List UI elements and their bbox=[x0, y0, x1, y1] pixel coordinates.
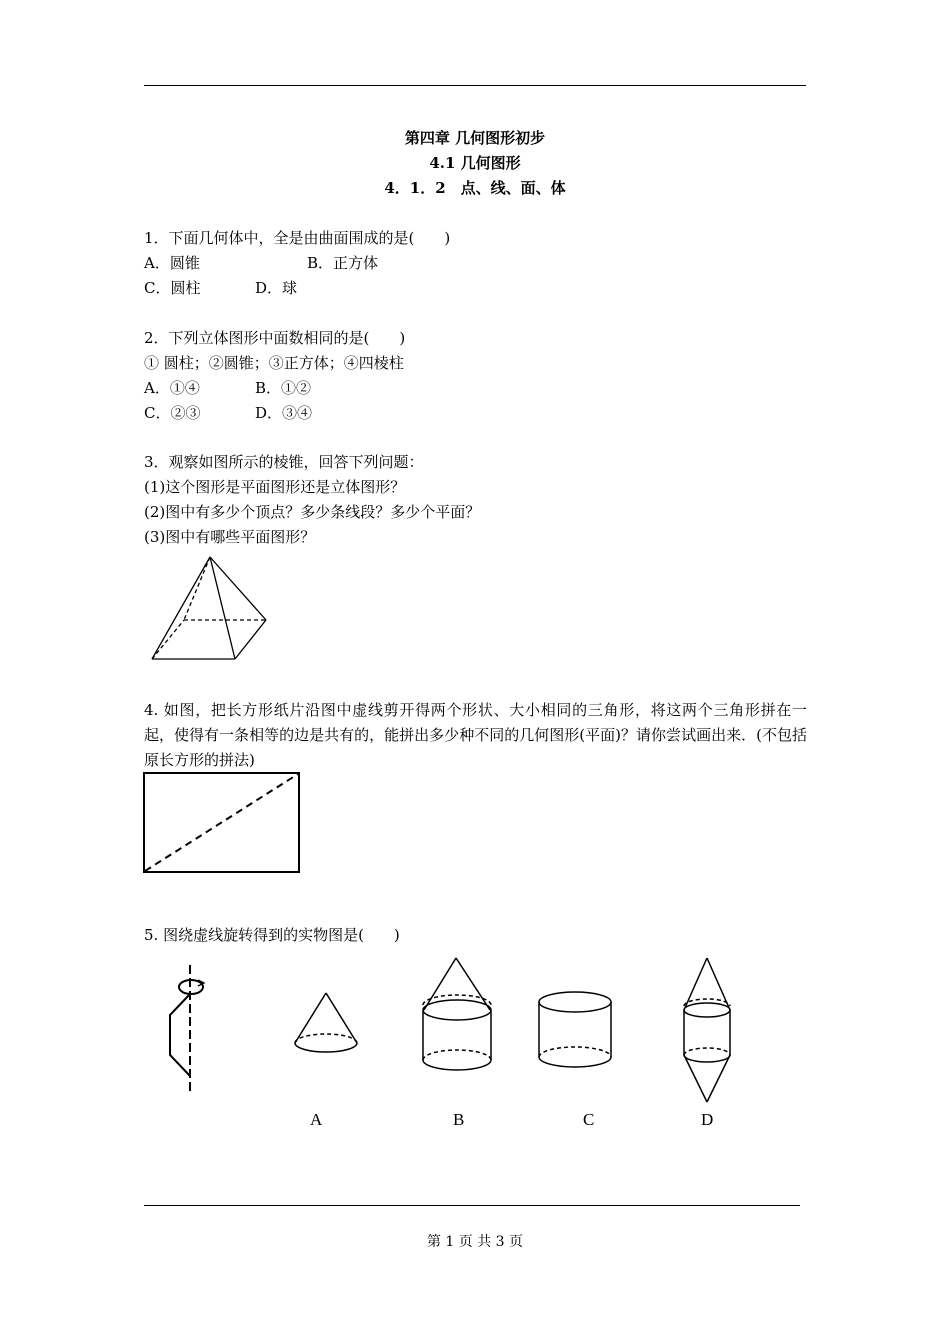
q3-stem: 3．观察如图所示的棱锥，回答下列问题： bbox=[144, 453, 424, 471]
q2-stem: 2．下列立体图形中面数相同的是( ) bbox=[144, 329, 406, 347]
q2-option-d: D．③④ bbox=[255, 404, 313, 422]
option-b-cone-cylinder-figure bbox=[412, 950, 502, 1075]
q4-stem: 4. 如图，把长方形纸片沿图中虚线剪开得两个形状、大小相同的三角形，将这两个三角形拼在一起，使得有一条相等的边是共有的，能拼出多少种不同的几何图形(平面)？请你尝试画出来．(不包括原长方形的拼法) bbox=[144, 701, 807, 769]
q1-option-a: A．圆锥 bbox=[144, 254, 200, 272]
chapter-title: 第四章 几何图形初步 bbox=[404, 129, 546, 147]
q3-sub3: (3)图中有哪些平面图形？ bbox=[144, 528, 316, 546]
q3-sub1: (1)这个图形是平面图形还是立体图形？ bbox=[144, 478, 406, 496]
option-c-label: C bbox=[583, 1110, 595, 1129]
page-number: 第 1 页 共 3 页 bbox=[426, 1234, 524, 1250]
subsection-title: 4．1．2 点、线、面、体 bbox=[384, 179, 566, 197]
q2-option-c: C．②③ bbox=[144, 404, 201, 422]
option-d-double-cone-cylinder-figure bbox=[672, 950, 742, 1110]
q1-option-d: D．球 bbox=[255, 279, 298, 297]
section-title: 4.1 几何图形 bbox=[429, 154, 521, 172]
q2-option-a: A．①④ bbox=[144, 379, 200, 397]
top-rule bbox=[144, 85, 806, 86]
option-c-cylinder-figure bbox=[530, 985, 620, 1075]
rectangle-figure bbox=[142, 771, 302, 875]
q1-option-c: C．圆柱 bbox=[144, 279, 201, 297]
option-d-label: D bbox=[701, 1110, 714, 1129]
bottom-rule bbox=[144, 1205, 800, 1206]
pyramid-figure bbox=[140, 550, 280, 666]
q2-option-b: B．①② bbox=[255, 379, 312, 397]
q1-stem: 1．下面几何体中，全是由曲面围成的是( ) bbox=[144, 229, 451, 247]
option-a-cone-figure bbox=[286, 985, 366, 1060]
q5-stem: 5. 图绕虚线旋转得到的实物图是( ) bbox=[144, 926, 400, 944]
q3-sub2: (2)图中有多少个顶点？多少条线段？多少个平面？ bbox=[144, 503, 481, 521]
option-b-label: B bbox=[453, 1110, 465, 1129]
option-a-label: A bbox=[310, 1110, 323, 1129]
q1-option-b: B．正方体 bbox=[307, 254, 379, 272]
q2-list: ① 圆柱；②圆锥；③正方体；④四棱柱 bbox=[144, 354, 404, 372]
rotation-source-figure bbox=[160, 960, 220, 1095]
